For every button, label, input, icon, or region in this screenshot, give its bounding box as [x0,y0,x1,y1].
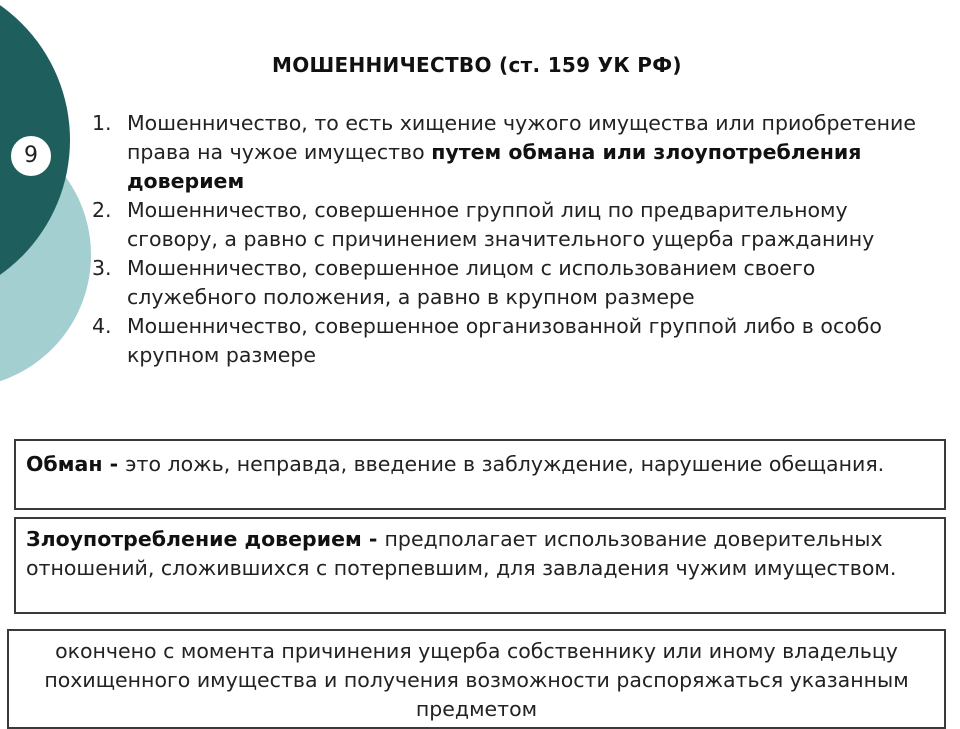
definition-text: это ложь, неправда, введение в заблуждение, нарушение обещания. [125,452,885,476]
slide-title: МОШЕННИЧЕСТВО (ст. 159 УК РФ) [272,53,682,77]
completion-note-text: окончено с момента причинения ущерба собственнику или иному владельцу похищенного имущества и получения возможности распоряжаться указанным предметом [44,639,909,721]
list-item-number: 3. [92,256,112,280]
list-item [92,312,927,370]
definition-breach-of-trust-box [14,517,946,614]
article-items-list [92,109,927,370]
list-item-text: Мошенничество, совершенное группой лиц по предварительному сговору, а равно с причинением значительного ущерба гражданину [127,198,875,251]
definition-deception-box [14,439,946,510]
list-item-text: Мошенничество, совершенное организованной группой либо в особо крупном размере [127,314,882,367]
definition-text: предполагает использование доверительных отношений, сложившихся с потерпевшим, для завладения чужим имуществом. [26,527,897,580]
slide-number-badge: 9 [9,134,53,178]
list-item-number: 1. [92,111,112,135]
definition-term: Злоупотребление доверием - [26,527,385,551]
list-item [92,109,927,196]
list-item [92,196,927,254]
list-item-text: Мошенничество, то есть хищение чужого имущества или приобретение права на чужое имущество [127,111,916,164]
list-item-text: Мошенничество, совершенное лицом с использованием своего служебного положения, а равно в крупном размере [127,256,816,309]
list-item-number: 4. [92,314,112,338]
completion-note-box [7,629,946,729]
list-item [92,254,927,312]
list-item-emphasis: путем обмана или злоупотребления доверием [127,140,862,193]
definition-term: Обман - [26,452,126,476]
list-item-number: 2. [92,198,112,222]
